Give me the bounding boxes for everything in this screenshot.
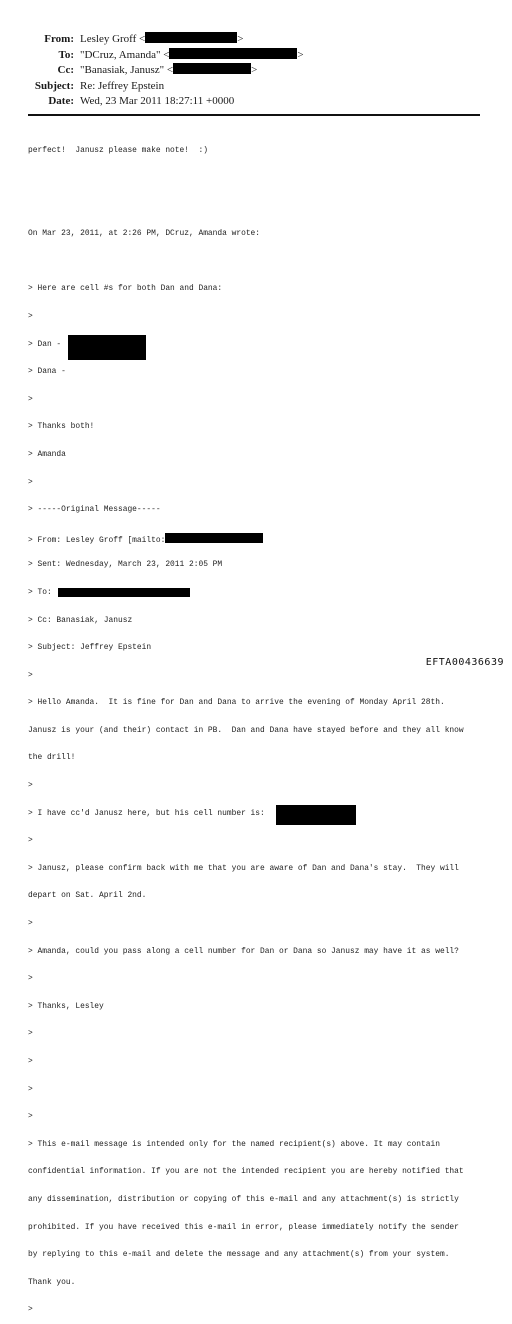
quoted-line: > Here are cell #s for both Dan and Dana: <box>28 284 223 294</box>
from-value: Lesley Groff < > <box>80 33 244 45</box>
disclaimer-line: Thank you. <box>28 1277 76 1287</box>
orig-cc-line: > Cc: Banasiak, Janusz <box>28 615 133 625</box>
subject-row <box>0 79 512 95</box>
to-value: "DCruz, Amanda" < > <box>80 48 304 61</box>
quoted-line: > <box>28 394 33 404</box>
wrapped-line: Janusz is your (and their) contact in PB. Dan and Dana have stayed before and they all know <box>28 725 464 735</box>
quoted-line: > Amanda <box>28 449 66 459</box>
blank-line <box>28 202 488 211</box>
disclaimer-line: prohibited. If you have received this e-mail in error, please immediately notify the sender <box>28 1222 459 1232</box>
header-divider <box>28 114 480 116</box>
dana-line: > Dana - <box>28 367 66 377</box>
quoted-line: > <box>28 919 33 929</box>
to-label: To: <box>58 48 74 61</box>
email-header <box>0 32 512 110</box>
quoted-line: > Thanks, Lesley <box>28 1001 104 1011</box>
quoted-line: > <box>28 1057 33 1066</box>
quoted-line: > -----Original Message----- <box>28 505 161 515</box>
quoted-line: > <box>28 1029 33 1039</box>
quoted-line: > <box>28 781 33 791</box>
disclaimer-line: any dissemination, distribution or copying of this e-mail and any attachment(s) is strictly <box>28 1194 459 1204</box>
from-row <box>0 32 512 48</box>
redaction-box <box>58 588 190 597</box>
bates-number: EFTA00436639 <box>425 657 504 668</box>
cell-number-line: > I have cc'd Janusz here, but his cell number is: <box>28 809 488 818</box>
orig-sent-line: > Sent: Wednesday, March 23, 2011 2:05 PM <box>28 560 223 570</box>
blank-line <box>28 257 488 266</box>
redaction-box <box>145 32 237 43</box>
quoted-line: > <box>28 836 33 846</box>
quoted-line: > Amanda, could you pass along a cell number for Dan or Dana so Janusz may have it as well? <box>28 946 459 956</box>
date-label: Date: <box>48 95 74 107</box>
wrapped-line: depart on Sat. April 2nd. <box>28 891 147 901</box>
quoted-line: > <box>28 477 33 487</box>
redaction-box <box>165 533 263 543</box>
quoted-line: > Janusz, please confirm back with me that you are aware of Dan and Dana's stay. They will <box>28 863 459 873</box>
disclaimer-line: confidential information. If you are not the intended recipient you are hereby notified that <box>28 1167 464 1177</box>
redaction-box <box>169 48 297 59</box>
from-label: From: <box>44 33 74 45</box>
redaction-box <box>68 335 146 360</box>
quoted-line: > <box>28 974 33 984</box>
date-value: Wed, 23 Mar 2011 18:27:11 +0000 <box>80 95 235 107</box>
redaction-box <box>276 805 356 825</box>
date-row <box>0 94 512 110</box>
quoted-line: > <box>28 311 33 321</box>
redaction-box <box>173 63 251 74</box>
email-body <box>28 128 488 1324</box>
subject-label: Subject: <box>34 79 74 92</box>
quoted-line: > Hello Amanda. It is fine for Dan and Dana to arrive the evening of Monday April 28th. <box>28 698 445 708</box>
quoted-line: > <box>28 1112 33 1122</box>
quoted-line: > <box>28 1084 33 1094</box>
cc-label: Cc: <box>57 64 74 76</box>
wrapped-line: the drill! <box>28 753 76 763</box>
cc-row <box>0 63 512 79</box>
attribution-line: On Mar 23, 2011, at 2:26 PM, DCruz, Amanda wrote: <box>28 229 261 239</box>
disclaimer-line: > This e-mail message is intended only for the named recipient(s) above. It may contain <box>28 1139 440 1149</box>
reply-line: perfect! Janusz please make note! :) <box>28 146 208 156</box>
dan-line: > Dan - <box>28 340 488 349</box>
quoted-line: > <box>28 670 33 680</box>
orig-from-line: > From: Lesley Groff [mailto: <box>28 533 488 542</box>
blank-line <box>28 174 488 183</box>
orig-subject-line: > Subject: Jeffrey Epstein <box>28 643 152 653</box>
quoted-line: > <box>28 1305 33 1315</box>
subject-value: Re: Jeffrey Epstein <box>80 79 165 92</box>
quoted-line: > Thanks both! <box>28 422 95 432</box>
to-row <box>0 48 512 64</box>
cc-value: "Banasiak, Janusz" < > <box>80 64 258 76</box>
orig-to-line: > To: <box>28 588 488 597</box>
disclaimer-line: by replying to this e-mail and delete the message and any attachment(s) from your system. <box>28 1250 450 1260</box>
